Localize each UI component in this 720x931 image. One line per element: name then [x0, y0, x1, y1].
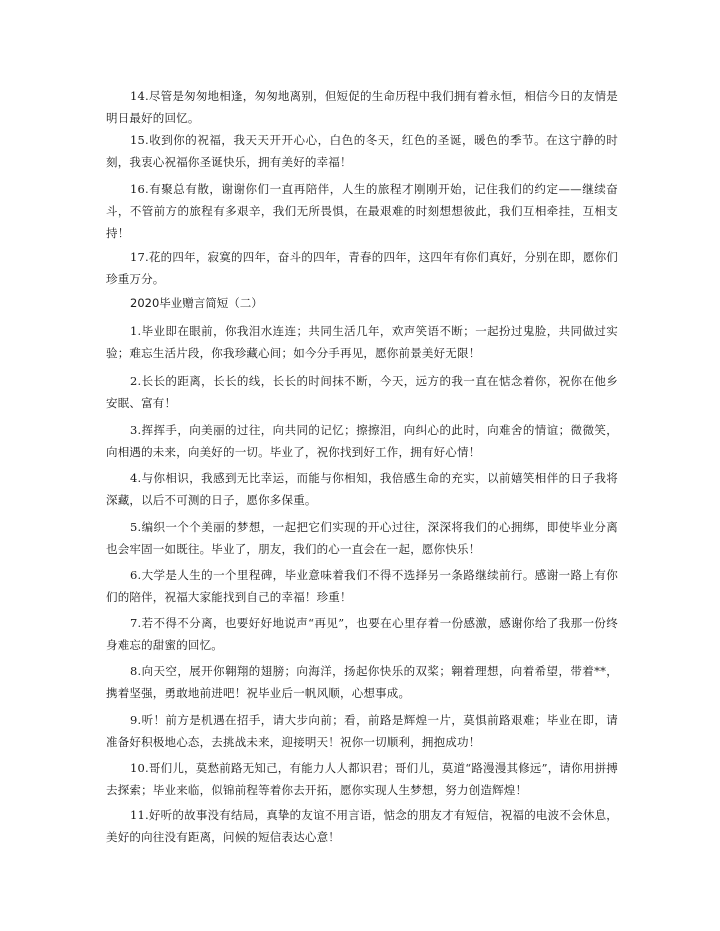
- paragraph-2: 2.长长的距离，长长的线，长长的时间抹不断，今天，远方的我一直在惦念着你，祝你在他乡安眠、富有！: [106, 374, 618, 410]
- paragraph-15: 15.收到你的祝福，我天天开开心心，白色的冬天，红色的圣诞，暖色的季节。在这宁静的时刻，我衷心祝福你圣诞快乐，拥有美好的幸福！: [106, 133, 618, 169]
- paragraph-4: 4.与你相识，我感到无比幸运，而能与你相知，我倍感生命的充实，以前嬉笑相伴的日子我将深藏，以后不可测的日子，愿你多保重。: [106, 471, 618, 507]
- paragraph-17: 17.花的四年，寂寞的四年，奋斗的四年，青春的四年，这四年有你们真好，分别在即，愿你们珍重万分。: [106, 250, 618, 286]
- paragraph-9: 9.听！前方是机遇在招手，请大步向前；看，前路是辉煌一片，莫惧前路艰难；毕业在即，请准备好积极地心态，去挑战未来，迎接明天！祝你一切顺利，拥抱成功！: [106, 713, 618, 749]
- paragraph-10: 10.哥们儿，莫愁前路无知己，有能力人人都识君；哥们儿，莫道“路漫漫其修远”，请你用拼搏去探索；毕业来临，似锦前程等着你去开拓，愿你实现人生梦想，努力创造辉煌！: [106, 761, 618, 797]
- paragraph-5: 5.编织一个个美丽的梦想，一起把它们实现的开心过往，深深将我们的心拥绑，即使毕业分离也会牢固一如既往。毕业了，朋友，我们的心一直会在一起，愿你快乐！: [106, 520, 618, 556]
- paragraph-6: 6.大学是人生的一个里程碑，毕业意味着我们不得不选择另一条路继续前行。感谢一路上有你们的陪伴，祝福大家能找到自己的幸福！珍重！: [106, 568, 618, 604]
- paragraph-8: 8.向天空，展开你翱翔的翅膀；向海洋，扬起你快乐的双桨；翱着理想，向着希望，带着**，携着坚强，勇敢地前进吧！祝毕业后一帆风顺，心想事成。: [106, 664, 618, 700]
- section-heading: 2020毕业赠言简短（二）: [130, 296, 263, 310]
- paragraph-7: 7.若不得不分离，也要好好地说声“再见”，也要在心里存着一份感激，感谢你给了我那一份终身难忘的甜蜜的回忆。: [106, 616, 618, 652]
- paragraph-16: 16.有聚总有散，谢谢你们一直再陪伴，人生的旅程才刚刚开始，记住我们的约定——继续奋斗，不管前方的旅程有多艰辛，我们无所畏惧，在最艰难的时刻想想彼此，我们互相牵挂，互相支持！: [106, 182, 618, 240]
- paragraph-1: 1.毕业即在眼前，你我泪水连连；共同生活几年，欢声笑语不断；一起扮过鬼脸，共同做过实验；难忘生活片段，你我珍藏心间；如今分手再见，愿你前景美好无限！: [106, 324, 618, 360]
- paragraph-14: 14.尽管是匆匆地相逢，匆匆地离别，但短促的生命历程中我们拥有着永恒，相信今日的友情是明日最好的回忆。: [106, 89, 618, 125]
- paragraph-3: 3.挥挥手，向美丽的过往，向共同的记忆；擦擦泪，向纠心的此时，向难舍的情谊；微微笑，向相遇的未来，向美好的一切。毕业了，祝你找到好工作，拥有好心情！: [106, 423, 618, 459]
- paragraph-11: 11.好听的故事没有结局，真挚的友谊不用言语，惦念的朋友才有短信，祝福的电波不会休息，美好的向往没有距离，问候的短信表达心意！: [106, 808, 618, 844]
